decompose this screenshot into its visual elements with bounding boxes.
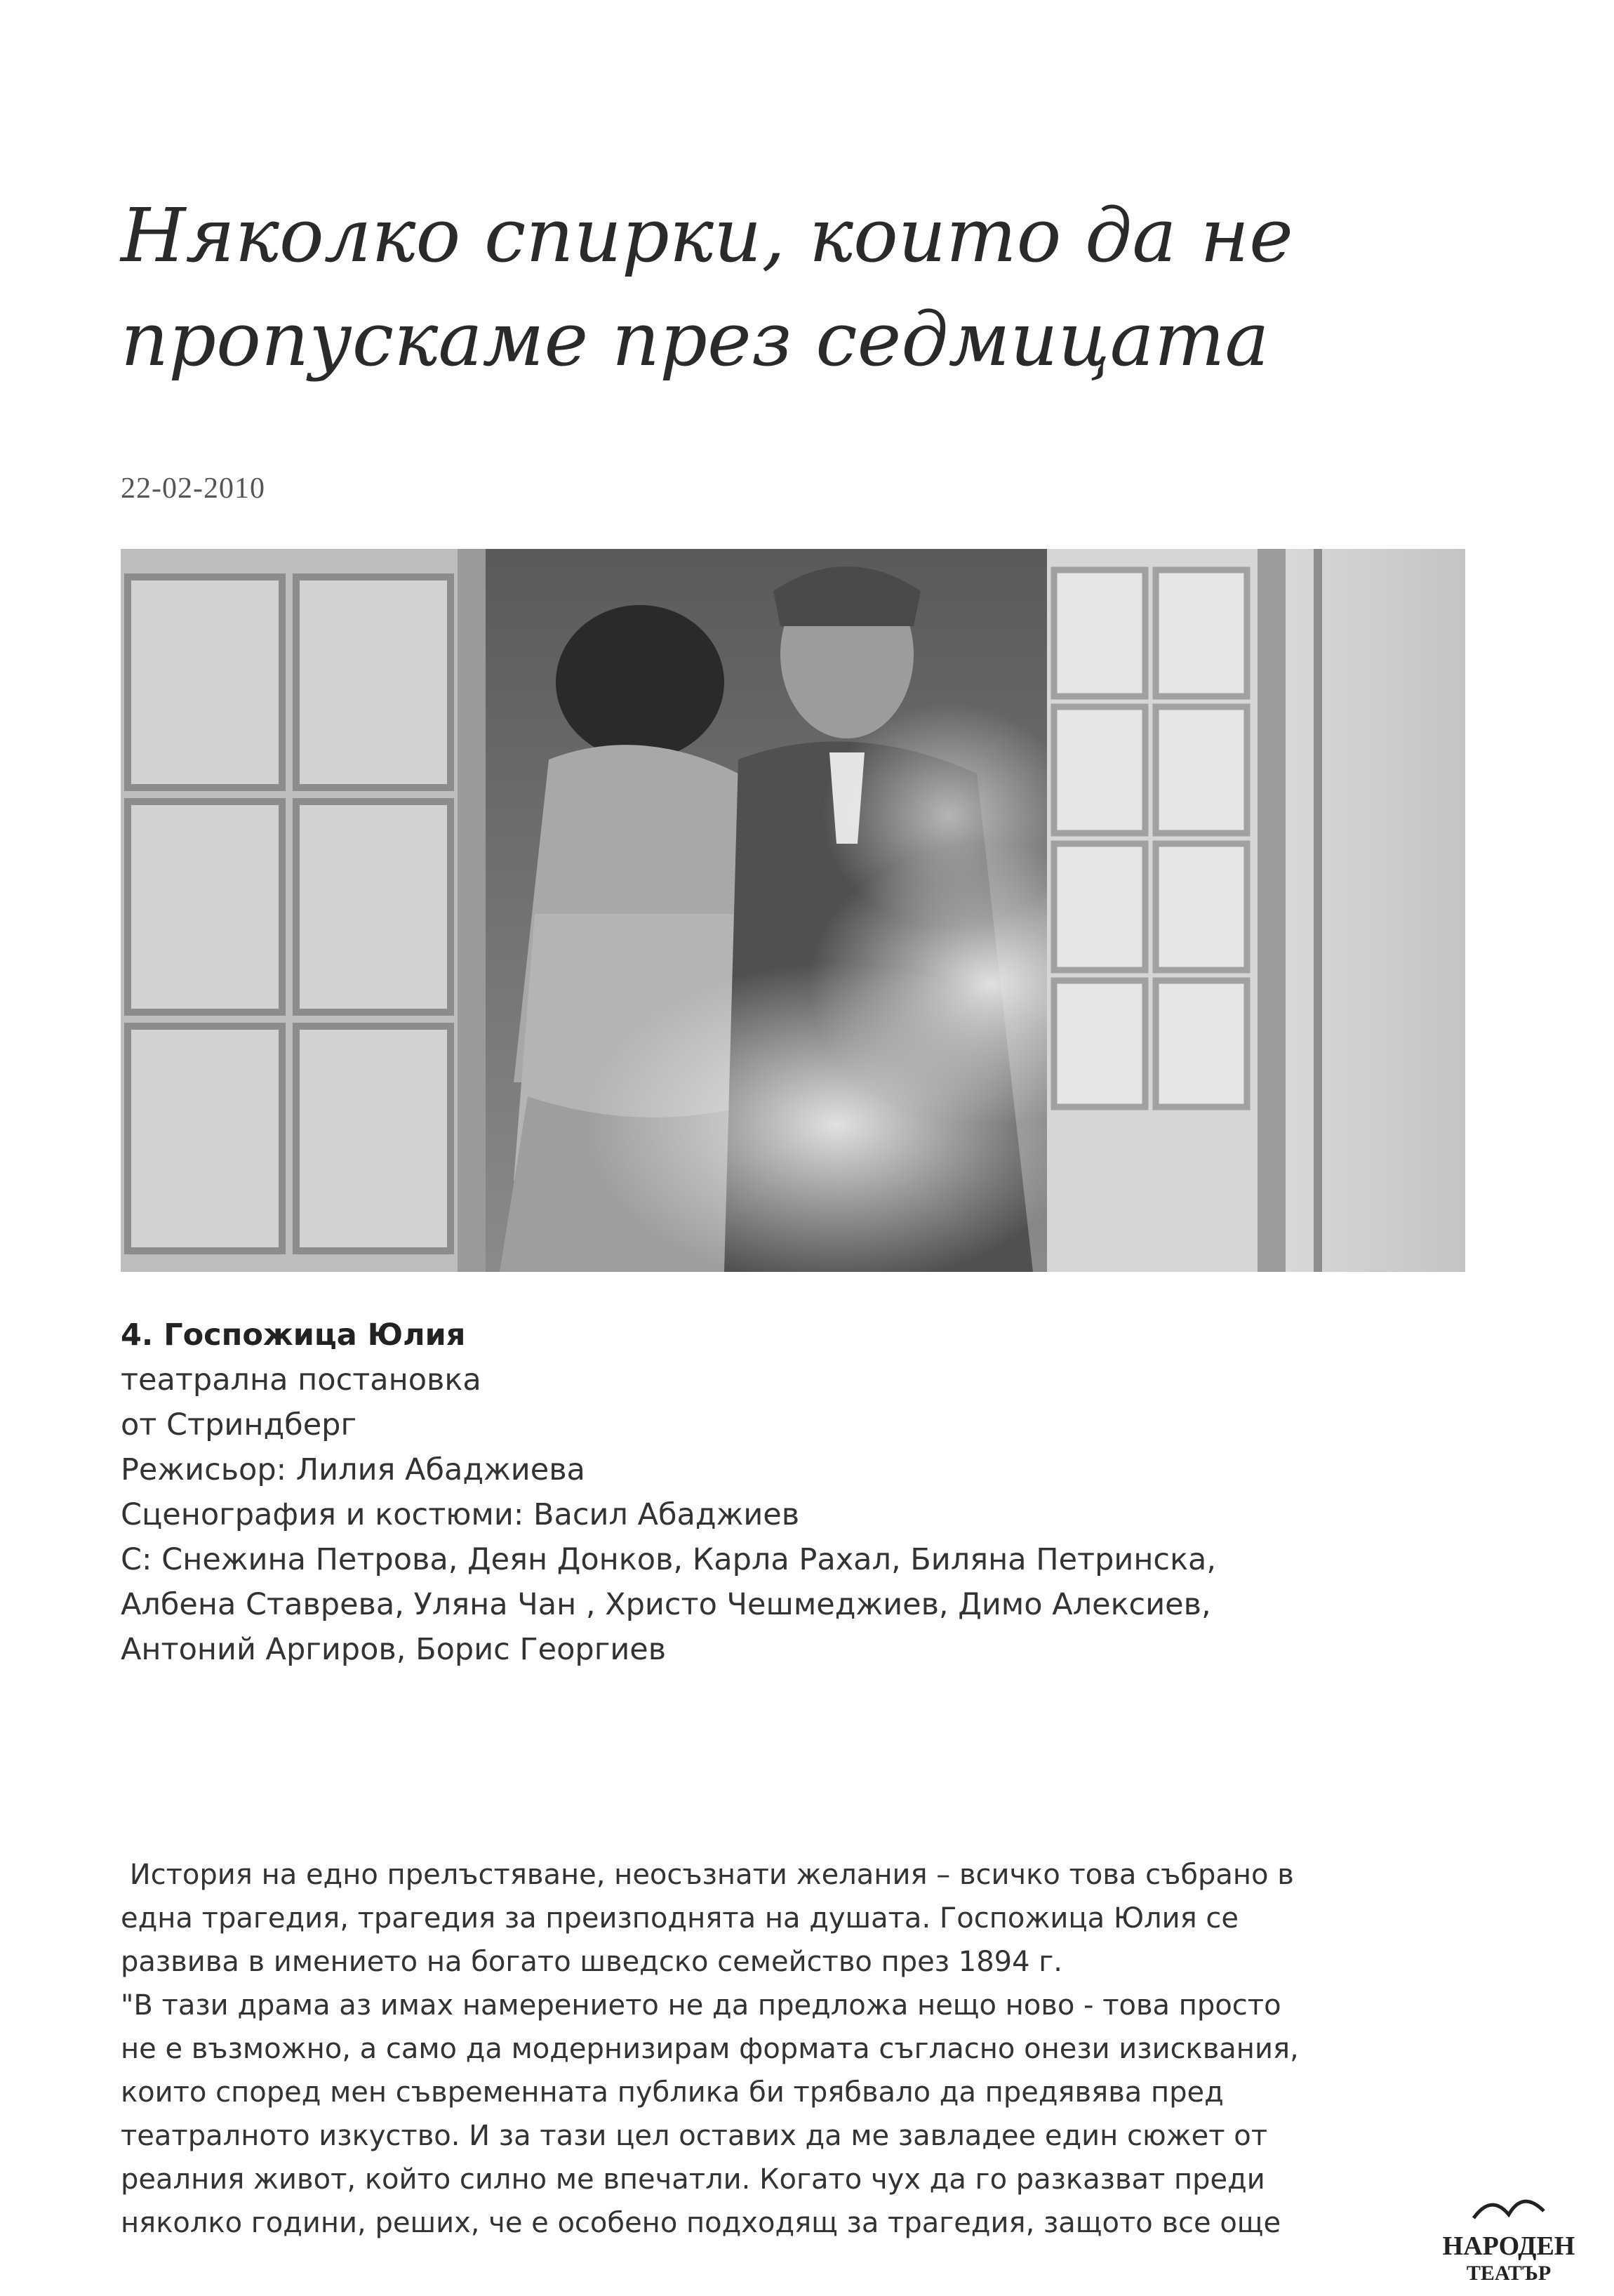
production-line: Албена Ставрева, Уляна Чан , Христо Чешмеджиев, Димо Алексиев, <box>121 1587 1211 1622</box>
logo-line-2: ТЕАТЪР <box>1466 2262 1552 2285</box>
body-line: История на едно прелъстяване, неосъзнати желания – всичко това събрано в <box>121 1859 1294 1891</box>
body-line: "В тази драма аз имах намерението не да предложа нещо ново - това просто <box>121 1989 1281 2022</box>
logo-line-1: НАРОДЕН <box>1442 2231 1575 2261</box>
headline-line-1: Няколко спирки, които да не <box>121 192 1293 279</box>
article-body <box>121 1853 1517 2245</box>
national-theatre-logo <box>1425 2190 1593 2288</box>
production-line: Антоний Аргиров, Борис Георгиев <box>121 1632 667 1667</box>
production-line: Режисьор: Лилия Абаджиева <box>121 1452 585 1487</box>
production-line: Сценография и костюми: Васил Абаджиев <box>121 1497 800 1532</box>
production-line: С: Снежина Петрова, Деян Донков, Карла Рахал, Биляна Петринска, <box>121 1542 1217 1577</box>
theatre-scene-photo <box>121 549 1465 1272</box>
article-headline <box>121 184 1454 392</box>
body-line: развива в имението на богато шведско семейство през 1894 г. <box>121 1946 1062 1978</box>
production-line: театрална постановка <box>121 1362 481 1398</box>
article-date: 22-02-2010 <box>121 472 265 505</box>
body-line: няколко години, реших, че е особено подходящ за трагедия, защото все още <box>121 2207 1281 2239</box>
body-line: не е възможно, а само да модернизирам формата съгласно онези изисквания, <box>121 2033 1299 2065</box>
headline-line-2: пропускаме през седмицата <box>121 296 1269 383</box>
body-line: театралното изкуство. И за тази цел оставих да ме завладее един сюжет от <box>121 2120 1268 2152</box>
body-line: реалния живот, който силно ме впечатли. Когато чух да го разказват преди <box>121 2163 1265 2196</box>
signature-flourish <box>1474 2201 1544 2218</box>
body-line: една трагедия, трагедия за преизподнята на душата. Госпожица Юлия се <box>121 1902 1239 1935</box>
production-line: от Стриндберг <box>121 1407 357 1442</box>
photo-image <box>121 549 1465 1272</box>
production-title: 4. Госпожица Юлия <box>121 1318 466 1353</box>
body-line: които според мен съвременната публика би трябвало да предявява пред <box>121 2076 1224 2109</box>
production-info <box>121 1313 1496 1672</box>
